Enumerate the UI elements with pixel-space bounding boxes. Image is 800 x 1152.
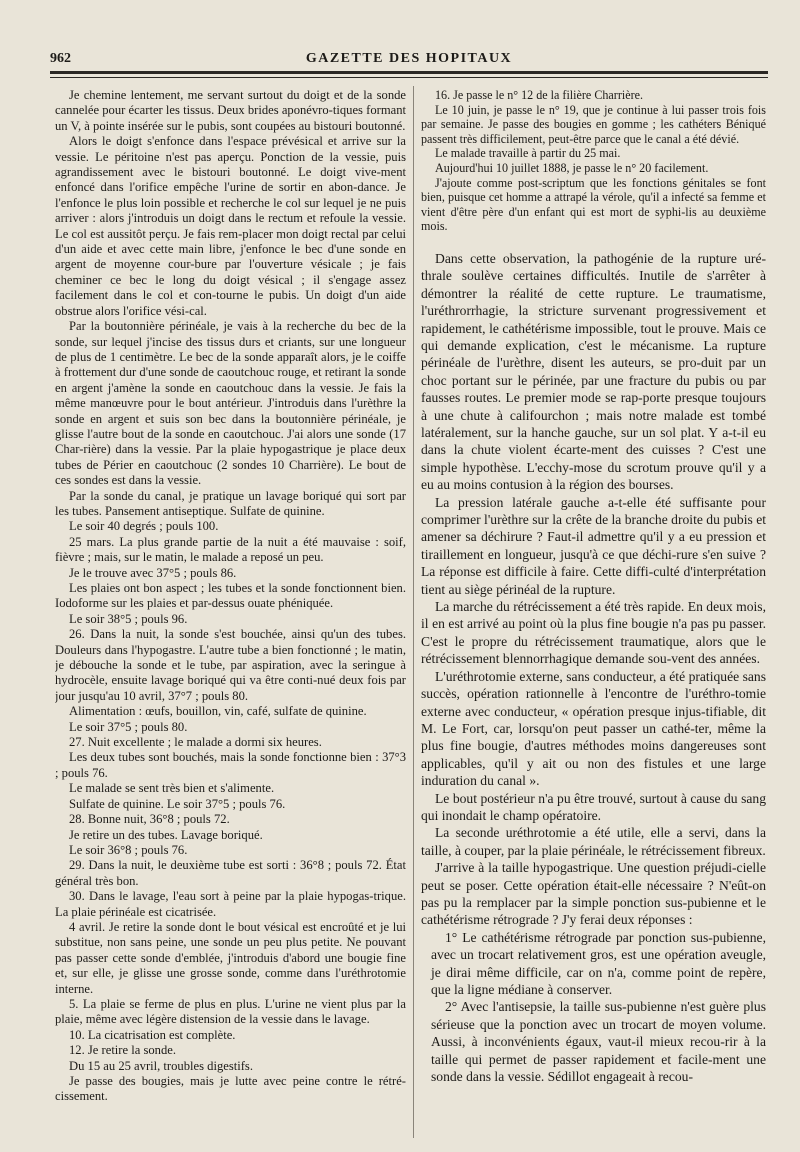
paragraph: Les plaies ont bon aspect ; les tubes et la sonde fonctionnent bien. Iodoforme sur les plaies et par-dessus ouate phéniquée. [55, 581, 406, 611]
left-column [55, 88, 406, 1143]
paragraph: Le soir 40 degrés ; pouls 100. [69, 519, 219, 534]
paragraph: Je passe des bougies, mais je lutte avec peine contre le rétré-cissement. [55, 1074, 406, 1104]
paragraph: 1° Le cathétérisme rétrograde par ponction sus-pubienne, avec un trocart relativement gros, est une opération aveugle, je dirai même difficile, car on n'a, comme point de repère, que la ligne médiane à conserver. [431, 929, 766, 997]
paragraph: Les deux tubes sont bouchés, mais la sonde fonctionne bien : 37°3 ; pouls 76. [55, 750, 406, 780]
section-gap [421, 234, 766, 250]
paragraph: Sulfate de quinine. Le soir 37°5 ; pouls 76. [69, 796, 286, 811]
paragraph: 10. La cicatrisation est complète. [69, 1027, 236, 1042]
paragraph: 5. La plaie se ferme de plus en plus. L'urine ne vient plus par la plaie, même avec légère distension de la vessie dans le lavage. [55, 996, 406, 1027]
paragraph: 25 mars. La plus grande partie de la nuit a été mauvaise : soif, fièvre ; mais, sur le matin, le malade a reposé un peu. [55, 534, 406, 565]
paragraph: La seconde uréthrotomie a été utile, elle a servi, dans la taille, à couper, par la plaie périnéale, le rétrécissement fibreux. [421, 825, 766, 858]
note-paragraph: Le malade travaille à partir du 25 mai. [435, 146, 621, 161]
right-column [421, 88, 766, 1143]
paragraph: La marche du rétrécissement a été très rapide. En deux mois, il en est arrivé au point où la plus fine bougie n'a pas pu passer. C'est le propre du rétrécissement traumatique, alors que le rétrécissement blennorrhagique demande sou-vent des années. [421, 599, 766, 667]
page-number: 962 [50, 51, 71, 66]
paragraph: 26. Dans la nuit, la sonde s'est bouchée, ainsi qu'un des tubes. Douleurs dans l'hypogastre. L'autre tube a bien fonctionné ; le matin, je débouche la sonde et le tube, par aspiration, avec la seringue à hydrocèle, ensuite lavage boriqué qui va être conti-nué deux fois par jour jusqu'au 10 avril, 37°7 ; pouls 80. [55, 627, 406, 703]
page-header [50, 47, 768, 69]
paragraph: Dans cette observation, la pathogénie de la rupture uré-thrale soulève certaines difficultés. Inutile de s'arrêter à démontrer la réalité de cette rupture. Le traumatisme, l'uréthrorrhagie, la stricture survenant progressivement et rapidement, le cathétérisme impossible, tout le prouve. Mais ce qui demande explication, c'est le mécanisme. La rupture périnéale de l'urèthre, disent les auteurs, se pro-duit par un choc portant sur le périnée, par une fracture du pubis ou par fausses routes. Le premier mode se rap-porte presque toujours à une chute à califourchon ; mais notre malade est tombé latéralement, sur la hanche gauche, sur un sol plat. Y a-t-il eu dans la chute violent écarte-ment des cuisses ? C'est une simple hypothèse. L'ecchy-mose du scrotum prouve qu'il y a eu au moins contusion à la région des bourses. [421, 250, 766, 493]
column-divider [413, 86, 414, 1138]
paragraph: 12. Je retire la sonde. [69, 1043, 177, 1058]
paragraph: 2° Avec l'antisepsie, la taille sus-pubienne n'est guère plus sérieuse que la ponction avec un trocart de moyen volume. Aussi, à inconvénients égaux, vaut-il mieux recou-rir à la taille qui permet de passer rapidement et facile-ment une sonde dans la vessie. Sédillot engageait à recou- [431, 999, 766, 1085]
note-paragraph: J'ajoute comme post-scriptum que les fonctions génitales se font bien, puisque cet homme a attrapé la vérole, qu'il a infecté sa femme et vient d'être père d'un enfant qui est mort de syphi-lis au deuxième mois. [421, 175, 766, 234]
paragraph: Je chemine lentement, me servant surtout du doigt et de la sonde cannelée pour écarter les tissus. Deux brides aponévro-tiques formant un V, à pointe insérée sur le pubis, sont coupées au bistouri boutonné. [55, 88, 406, 133]
paragraph: Le soir 36°8 ; pouls 76. [69, 842, 188, 857]
paragraph: L'uréthrotomie externe, sans conducteur, a été pratiquée sans succès, opération rationnelle à l'encontre de l'uréthro-tomie externe avec conducteur, « opération presque injus-tifiable, dit M. Le Fort, car, lorsqu'on peut passer un cathé-ter, même la plus fine bougie, d'autres méthodes moins dangereuses sont applicables, qu'il y ait ou non des fistules et une large induration du canal ». [421, 668, 766, 789]
paragraph: La pression latérale gauche a-t-elle été suffisante pour comprimer l'urèthre sur la crête de la branche droite du pubis et amener sa déchirure ? Faut-il admettre qu'il y a eu pression et tiraillement en longueur, jusqu'à ce que déchi-rure s'en suive ? La réponse est difficile à faire. Cette diffi-culté d'interprétation tient au siège périnéal de la rupture. [421, 494, 766, 597]
paragraph: 4 avril. Je retire la sonde dont le bout vésical est encroûté et je lui substitue, non sans peine, une sonde un peu plus petite. Ne pouvant pas passer cette sonde d'emblée, j'introduis d'abord une bougie fine et, sur elle, je glisse une grosse sonde, comme dans l'uréthrotomie interne. [55, 919, 406, 996]
paragraph: Le malade se sent très bien et s'alimente. [69, 781, 275, 796]
paragraph: Je retire un des tubes. Lavage boriqué. [69, 827, 263, 842]
note-paragraph: Aujourd'hui 10 juillet 1888, je passe le n° 20 facilement. [435, 160, 709, 175]
paragraph: Le soir 37°5 ; pouls 80. [69, 719, 188, 734]
paragraph: 30. Dans le lavage, l'eau sort à peine par la plaie hypogas-trique. La plaie périnéale est cicatrisée. [55, 889, 406, 919]
paragraph: Par la boutonnière périnéale, je vais à la recherche du bec de la sonde, sur lequel j'incise des tissus durs et criants, sur une longueur de plus de 1 centimètre. Le bec de la sonde apparaît alors, je le coiffe à frottement dur d'une sonde de caoutchouc rouge, et retirant la sonde en argent j'amène la sonde en caoutchouc dans la vessie. Je fais la même manœuvre pour le bout antérieur. J'introduis dans l'urèthre la sonde en argent et suis son bec dans la boutonnière périnéale, je glisse l'autre bout de la sonde en caoutchouc. J'ai alors une sonde (17 Char-rière) dans la vessie. Par la plaie hypogastrique je place deux tubes de Périer en caoutchouc (2 sondes 10 Charrière). Le bout de ces sondes est dans la vessie. [55, 319, 406, 488]
paragraph: Par la sonde du canal, je pratique un lavage boriqué qui sort par les tubes. Pansement antiseptique. Sulfate de quinine. [55, 488, 406, 518]
paragraph: Je le trouve avec 37°5 ; pouls 86. [69, 565, 237, 580]
note-paragraph: 16. Je passe le n° 12 de la filière Charrière. [435, 88, 643, 102]
paragraph: 29. Dans la nuit, le deuxième tube est sorti : 36°8 ; pouls 72. État général très bon. [55, 858, 406, 888]
paragraph: 28. Bonne nuit, 36°8 ; pouls 72. [69, 812, 230, 827]
paragraph: Le bout postérieur n'a pu être trouvé, surtout à cause du sang qui inondait le champ opératoire. [421, 790, 766, 823]
header-rule-thin [50, 77, 768, 78]
header-rule-thick [50, 71, 768, 74]
paragraph: Alors le doigt s'enfonce dans l'espace prévésical et arrive sur la vessie. Le péritoine n'est pas aperçu. Ponction de la vessie, puis agrandissement avec le bistouri boutonné. Le doigt vive-ment enfoncé dans l'orifice empêche l'urine de sortir en abon-dance. Je l'enfonce le plus loin possible et recherche le col sur lequel je ne puis arriver : alors j'introduis un doigt dans le rectum et refoule la vessie. Le col est aussitôt perçu. Je fais rem-placer mon doigt rectal par celui d'un aide et avec cette main libre, j'enfonce le bec d'une sonde en argent de moyenne cour-bure par l'ouverture vésicale ; je fais cheminer ce bec le long du doigt vésical ; il s'engage assez facilement dans le col et con-tourne le pubis. Un doigt d'un aide obstrue alors l'orifice vési-cal. [55, 134, 406, 318]
paragraph: Le soir 38°5 ; pouls 96. [69, 611, 188, 626]
paragraph: J'arrive à la taille hypogastrique. Une question préjudi-cielle peut se poser. Cette opération était-elle nécessaire ? N'eût-on pas pu la remplacer par la simple ponction sus-pubienne et le cathétérisme rétrograde ? J'y ferai deux réponses : [421, 860, 766, 928]
paragraph: Du 15 au 25 avril, troubles digestifs. [69, 1058, 253, 1073]
paragraph: 27. Nuit excellente ; le malade a dormi six heures. [69, 735, 322, 750]
note-paragraph: Le 10 juin, je passe le n° 19, que je continue à lui passer trois fois par semaine. Je passe des bougies en gomme ; les cathéters Béniqué passent très difficilement, peut-être parce que le canal a été dévié. [421, 102, 766, 146]
journal-title: GAZETTE DES HOPITAUX [305, 51, 513, 66]
paragraph: Alimentation : œufs, bouillon, vin, café, sulfate de quinine. [69, 704, 367, 719]
